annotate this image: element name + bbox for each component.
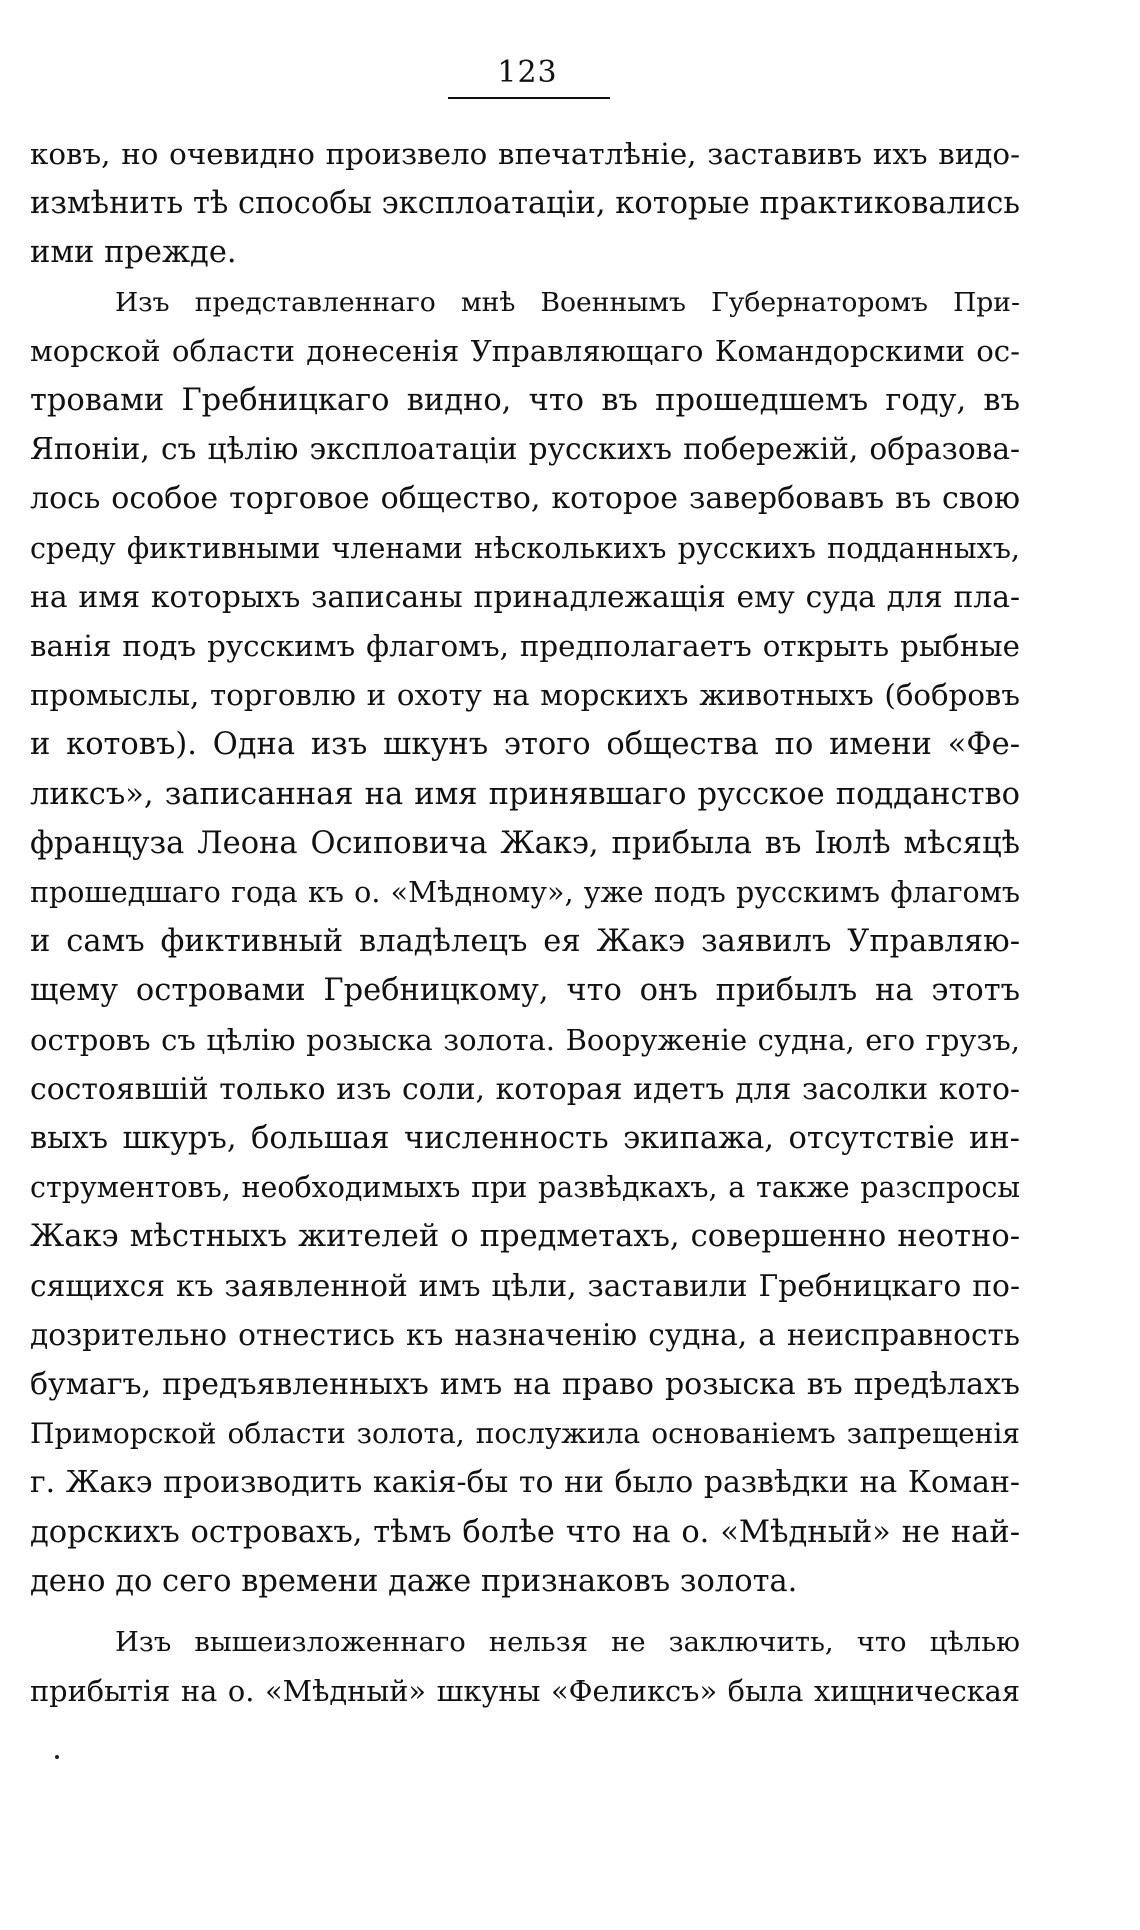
text-line: г. Жакэ производить какія-бы то ни было развѣдки на Коман-	[30, 1465, 1020, 1501]
text-line: щему островами Гребницкому, что онъ прибылъ на этотъ	[30, 973, 1020, 1009]
text-line: Японіи, съ цѣлію эксплоатаціи русскихъ побережій, образова-	[30, 432, 1020, 467]
ink-speck	[55, 1755, 59, 1759]
paragraph	[30, 130, 1020, 278]
text-line: ковъ, но очевидно произвело впечатлѣніе, заставивъ ихъ видо-	[30, 137, 1020, 171]
text-line: выхъ шкуръ, большая численность экипажа, отсутствіе ин-	[30, 1121, 1020, 1157]
text-line: дозрительно отнестись къ назначенію судна, а неисправность	[30, 1317, 1020, 1352]
text-line: Приморской области золота, послужила основаніемъ запрещенія	[30, 1417, 1020, 1451]
text-line: ими прежде.	[30, 235, 237, 271]
text-line: Изъ вышеизложеннаго нельзя не заключить, что цѣлью	[115, 1627, 1020, 1659]
paragraph	[30, 1618, 1020, 1716]
text-line: и котовъ). Одна изъ шкунъ этого общества по имени «Фе-	[30, 727, 1020, 763]
text-line: француза Леона Осиповича Жакэ, прибыла въ Іюлѣ мѣсяцѣ	[30, 825, 1020, 861]
text-line: тровами Гребницкаго видно, что въ прошедшемъ году, въ	[30, 383, 1020, 419]
text-line: ванія подъ русскимъ флагомъ, предполагаетъ открыть рыбные	[30, 629, 1020, 664]
text-line: и самъ фиктивный владѣлецъ ея Жакэ заявилъ Управляю-	[30, 924, 1020, 960]
text-line: морской области донесенія Управляющаго Командорскими ос-	[30, 333, 1020, 368]
text-line: лось особое торговое общество, которое завербовавъ въ свою	[30, 481, 1020, 517]
text-line: Изъ представленнаго мнѣ Военнымъ Губернаторомъ При-	[115, 286, 1020, 318]
text-line: прибытія на о. «Мѣдный» шкуны «Феликсъ» была хищническая	[30, 1674, 1020, 1709]
text-line: на имя которыхъ записаны принадлежащія ему суда для пла-	[30, 579, 1020, 615]
text-line: среду фиктивными членами нѣсколькихъ русскихъ подданныхъ,	[30, 530, 1020, 565]
text-line: дорскихъ островахъ, тѣмъ болѣе что на о. «Мѣдный» не най-	[30, 1514, 1020, 1550]
paragraph-gap	[30, 1606, 1020, 1618]
page-number-rule	[448, 97, 610, 99]
body-text	[30, 130, 1020, 1717]
text-line: дено до сего времени даже признаковъ золота.	[30, 1563, 798, 1599]
text-line: струментовъ, необходимыхъ при развѣдкахъ, а также разспросы	[30, 1171, 1020, 1205]
text-line: состоявшій только изъ соли, которая идетъ для засолки кото-	[30, 1071, 1020, 1107]
text-line: островъ съ цѣлію розыска золота. Вооруженіе судна, его грузъ,	[30, 1022, 1020, 1057]
text-line: ликсъ», записанная на имя принявшаго русское подданство	[30, 776, 1020, 812]
paragraph	[30, 278, 1020, 1606]
text-line: прошедшаго года къ о. «Мѣдному», уже подъ русскимъ флагомъ	[30, 876, 1020, 910]
text-line: промыслы, торговлю и охоту на морскихъ животныхъ (бобровъ	[30, 678, 1020, 713]
page-number: 123	[497, 55, 558, 90]
text-line: измѣнить тѣ способы эксплоатаціи, которые практиковались	[30, 186, 1020, 222]
text-line: сящихся къ заявленной имъ цѣли, заставили Гребницкаго по-	[30, 1268, 1020, 1304]
text-line: Жакэ мѣстныхъ жителей о предметахъ, совершенно неотно-	[30, 1219, 1020, 1255]
text-line: бумагъ, предъявленныхъ имъ на право розыска въ предѣлахъ	[30, 1367, 1020, 1403]
